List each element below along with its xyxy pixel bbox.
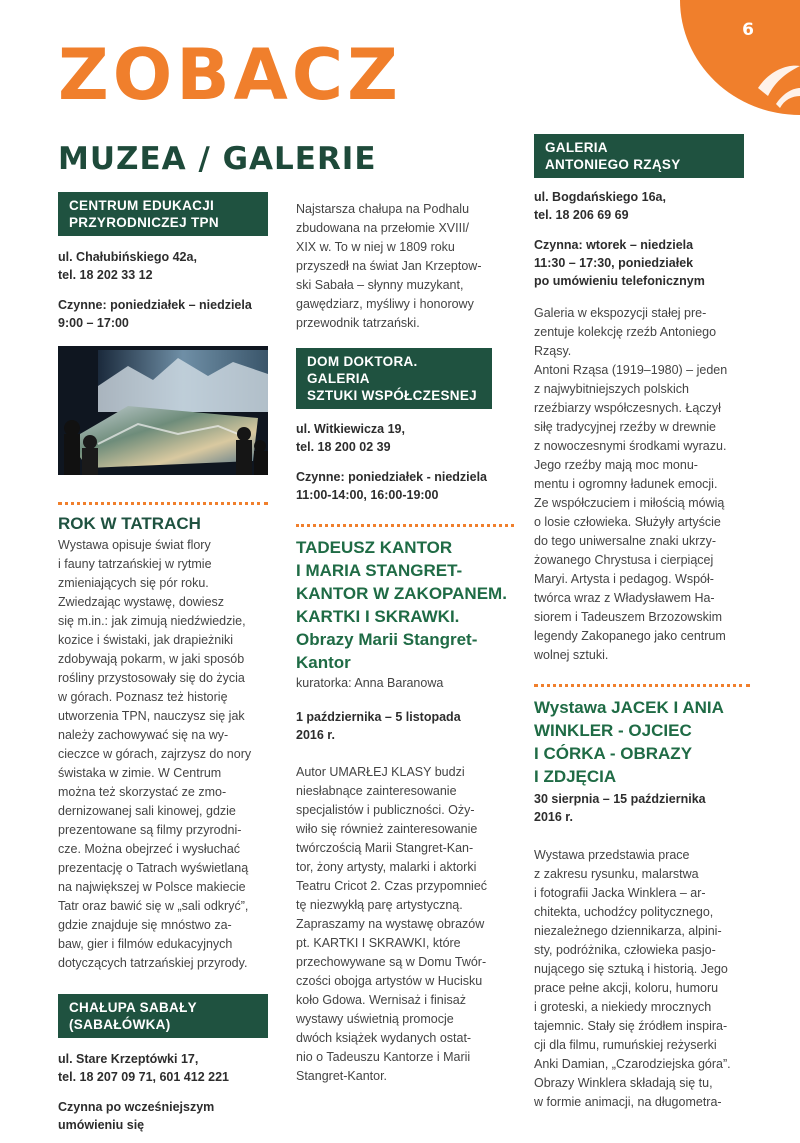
corner-decoration — [680, 0, 800, 115]
column-1 — [58, 192, 268, 1134]
kantor-heading: TADEUSZ KANTOR I MARIA STANGRET- KANTOR W ZAKOPANEM. KARTKI I SKRAWKI. Obrazy Marii Stangret- Kantor — [296, 538, 507, 672]
cetpn-hours: Czynne: poniedziałek – niedziela 9:00 – 17:00 — [58, 298, 252, 330]
dom-doktora-label: DOM DOKTORA. GALERIA SZTUKI WSPÓŁCZESNEJ — [296, 348, 492, 409]
kantor-dates: 1 października – 5 listopada 2016 r. — [296, 710, 461, 742]
divider — [534, 684, 750, 687]
divider — [296, 524, 514, 527]
section-title: MUZEA / GALERIE — [58, 141, 377, 177]
winkler-text: Wystawa przedstawia prace z zakresu rysunku, malarstwa i fotografii Jacka Winklera – ar- chitekta, uchodźcy politycznego, niezależnego dziennikarza, alpini- sty, podróżnika, człowieka pasjo- nującego się sztuką i historią. Jego prace pełne akcji, koloru, humoru i groteski, a niekiedy mrocznych tajemnic. Stały się źródłem inspira- cji dla filmu, rumuńskiej reżyserki Anki Damian, „Czarodziejska góra”. Obrazy Winklera składają się tu, w formie animacji, na długometra- — [534, 848, 731, 1109]
page-title: ZOBACZ — [58, 34, 402, 116]
dom-doktora-hours: Czynne: poniedziałek - niedziela 11:00-14:00, 16:00-19:00 — [296, 470, 488, 502]
column-2 — [296, 200, 514, 1086]
rzasa-text: Galeria w ekspozycji stałej pre- zentuje kolekcję rzeźb Antoniego Rząsy. Antoni Rząsa (1919–1980) – jeden z najwybitniejszych polskich rzeźbiarzy współczesnych. Łączył siłę tradycyjnej rzeźby w drewnie z nowoczesnymi środkami wyrazu. Jego rzeźby mają moc monu- mentu i ogromny ładunek emocji. Ze współczuciem i miłością mówią o losie człowieka. Służyły artyście do tego uniwersalne znaki ukrzy- żowanego Chrystusa i cierpiącej Maryi. Artysta i pedagog. Współ- twórca wraz z Władysławem Ha- siorem i Tadeuszem Brzozowskim legendy Zakopanego jako centrum wolnej sztuki. — [534, 306, 728, 662]
sabala-hours: Czynna po wcześniejszym umówieniu się — [58, 1100, 215, 1132]
rok-text: Wystawa opisuje świat flory i fauny tatrzańskiej w rytmie zmieniających się pór roku. Zwiedzając wystawę, dowiesz się m.in.: jak zimują niedźwiedzie, kozice i świstaki, jak drapieżniki zdobywają pokarm, w jaki sposób rośliny przystosowały się do życia w górach. Poznasz też historię utworzenia TPN, nauczysz się jak należy zachowywać się na wy- cieczce w górach, zajrzysz do nory świstaka w zimie. W Centrum można też skorzystać ze zmo- dernizowanej sali kinowej, gdzie prezentowane są filmy przyrodni- cze. Można obejrzeć i wysłuchać prezentację o Tatrach wyświetlaną na największej w Polsce makiecie Tatr oraz bawić się w „sali odkryć”, gdzie znajduje się mnóstwo za- baw, gier i filmów edukacyjnych dotyczących tatrzańskiej przyrody. — [58, 538, 252, 970]
divider — [58, 502, 268, 505]
page-number: 6 — [742, 20, 754, 40]
dom-doktora-address: ul. Witkiewicza 19, tel. 18 200 02 39 — [296, 422, 405, 454]
sabala-label: CHAŁUPA SABAŁY (SABAŁÓWKA) — [58, 994, 268, 1038]
rzasa-address: ul. Bogdańskiego 16a, tel. 18 206 69 69 — [534, 190, 666, 222]
rok-heading: ROK W TATRACH — [58, 514, 201, 533]
kantor-curator: kuratorka: Anna Baranowa — [296, 676, 444, 690]
cetpn-address: ul. Chałubińskiego 42a, tel. 18 202 33 12 — [58, 250, 197, 282]
sabala-address: ul. Stare Krzeptówki 17, tel. 18 207 09 71, 601 412 221 — [58, 1052, 229, 1084]
cetpn-label: CENTRUM EDUKACJI PRZYRODNICZEJ TPN — [58, 192, 268, 236]
column-3 — [534, 134, 750, 1112]
tatra-model-photo — [58, 346, 268, 475]
rzasa-hours: Czynna: wtorek – niedziela 11:30 – 17:30, poniedziałek po umówieniu telefonicznym — [534, 238, 705, 288]
rzasa-label: GALERIA ANTONIEGO RZĄSY — [534, 134, 744, 178]
winkler-heading: Wystawa JACEK I ANIA WINKLER - OJCIEC I CÓRKA - OBRAZY I ZDJĘCIA — [534, 698, 724, 786]
kantor-text: Autor UMARŁEJ KLASY budzi niesłabnące zainteresowanie specjalistów i publiczności. Oży- wiło się również zainteresowanie twórczością Marii Stangret-Kan- tor, żony artysty, malarki i aktorki Teatru Cricot 2. Czas przypomnieć tę niezwykłą parę artystyczną. Zapraszamy na wystawę obrazów pt. KARTKI I SKRAWKI, które przechowywane są w Domu Twór- czości obojga artystów w Hucisku koło Gdowa. Wernisaż i finisaż wystawy uświetnią promocje dwóch książek wydanych ostat- nio o Tadeuszu Kantorze i Marii Stangret-Kantor. — [296, 765, 488, 1083]
sabala-text: Najstarsza chałupa na Podhalu zbudowana na przełomie XVIII/ XIX w. To w niej w 1809 roku przyszedł na świat Jan Krzeptow- ski Sabała – słynny muzykant, gawędziarz, myśliwy i honorowy przewodnik tatrzański. — [296, 202, 482, 330]
winkler-dates: 30 sierpnia – 15 października 2016 r. — [534, 792, 706, 824]
